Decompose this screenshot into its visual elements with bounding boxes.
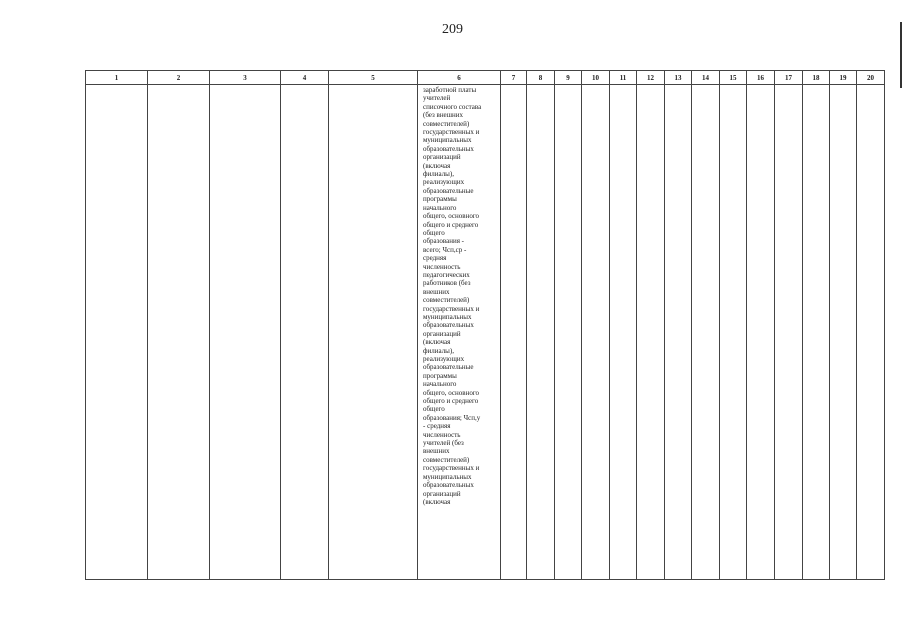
text-line: заработной платы bbox=[423, 86, 477, 94]
column-header-10: 10 bbox=[582, 71, 610, 85]
text-line: организаций bbox=[423, 489, 461, 498]
text-line: (включая bbox=[423, 338, 451, 347]
text-line: начального bbox=[423, 380, 457, 389]
cell-col-3 bbox=[210, 85, 281, 580]
text-line: программы bbox=[423, 195, 457, 204]
cell-col-14 bbox=[692, 85, 720, 580]
text-line: общего bbox=[423, 405, 445, 414]
cell-col-16 bbox=[747, 85, 775, 580]
text-line: средняя bbox=[423, 254, 447, 263]
text-line: реализующих bbox=[423, 178, 465, 187]
cell-col-12 bbox=[637, 85, 665, 580]
column-header-15: 15 bbox=[720, 71, 747, 85]
text-line: образовательных bbox=[423, 481, 474, 490]
text-line: муниципальных bbox=[423, 312, 472, 321]
column-header-7: 7 bbox=[501, 71, 527, 85]
text-line: муниципальных bbox=[423, 136, 472, 145]
text-line: учителей bbox=[423, 94, 451, 103]
column-header-2: 2 bbox=[148, 71, 210, 85]
text-line: всего; Чсп,ср - bbox=[423, 245, 467, 254]
text-line: общего, основного bbox=[423, 212, 480, 221]
column-header-18: 18 bbox=[803, 71, 830, 85]
cell-col-13 bbox=[665, 85, 692, 580]
text-line: - средняя bbox=[423, 422, 451, 431]
text-line: филиалы), bbox=[423, 170, 454, 179]
text-line: образовательные bbox=[423, 186, 474, 195]
column-header-6: 6 bbox=[418, 71, 501, 85]
cell-col-11 bbox=[610, 85, 637, 580]
text-line: совместителей) bbox=[423, 455, 470, 464]
text-line: совместителей) bbox=[423, 119, 470, 128]
page-number: 209 bbox=[442, 22, 463, 37]
text-line: общего и среднего bbox=[423, 220, 479, 229]
column-header-17: 17 bbox=[775, 71, 803, 85]
text-line: программы bbox=[423, 371, 457, 380]
cell-col-9 bbox=[555, 85, 582, 580]
cell-col-5 bbox=[329, 85, 418, 580]
text-line: (без внешних bbox=[423, 111, 464, 120]
column-header-11: 11 bbox=[610, 71, 637, 85]
text-line: численность bbox=[423, 262, 461, 271]
text-line: совместителей) bbox=[423, 296, 470, 305]
cell-col-4 bbox=[281, 85, 329, 580]
data-table bbox=[85, 70, 885, 580]
header-row bbox=[86, 71, 885, 85]
text-line: образовательные bbox=[423, 363, 474, 372]
text-line: педагогических bbox=[423, 270, 470, 279]
text-line: государственных и bbox=[423, 128, 480, 137]
text-line: государственных и bbox=[423, 304, 480, 313]
text-line: списочного состава bbox=[423, 102, 482, 111]
text-line: организаций bbox=[423, 329, 461, 338]
cell-col-15 bbox=[720, 85, 747, 580]
column-header-13: 13 bbox=[665, 71, 692, 85]
page-edge-mark bbox=[900, 22, 902, 88]
text-line: образовательных bbox=[423, 144, 474, 153]
text-line: общего и среднего bbox=[423, 397, 479, 406]
text-line: начального bbox=[423, 203, 457, 212]
text-line: организаций bbox=[423, 153, 461, 162]
text-line: образования - bbox=[423, 237, 465, 246]
column-header-9: 9 bbox=[555, 71, 582, 85]
text-line: образования; Чсп,у bbox=[423, 413, 481, 422]
text-line: муниципальных bbox=[423, 472, 472, 481]
column-header-4: 4 bbox=[281, 71, 329, 85]
column-header-12: 12 bbox=[637, 71, 665, 85]
text-line: общего, основного bbox=[423, 388, 480, 397]
cell-col-20 bbox=[857, 85, 885, 580]
cell-col-7 bbox=[501, 85, 527, 580]
text-line: (включая bbox=[423, 497, 451, 506]
cell-col-19 bbox=[830, 85, 857, 580]
text-line: численность bbox=[423, 430, 461, 439]
text-line: реализующих bbox=[423, 355, 465, 363]
column-header-5: 5 bbox=[329, 71, 418, 85]
cell-col-17 bbox=[775, 85, 803, 580]
column-header-1: 1 bbox=[86, 71, 148, 85]
cell-col-18 bbox=[803, 85, 830, 580]
text-line: общего bbox=[423, 228, 445, 237]
column-header-16: 16 bbox=[747, 71, 775, 85]
column-header-19: 19 bbox=[830, 71, 857, 85]
text-line: государственных и bbox=[423, 464, 480, 473]
text-line: (включая bbox=[423, 161, 451, 170]
column-header-3: 3 bbox=[210, 71, 281, 85]
text-line: филиалы), bbox=[423, 346, 454, 355]
table-row bbox=[86, 85, 885, 580]
text-line: учителей (без bbox=[423, 439, 464, 448]
text-line: образовательных bbox=[423, 321, 474, 330]
cell-col-1 bbox=[86, 85, 148, 580]
column-header-20: 20 bbox=[857, 71, 885, 85]
column-header-14: 14 bbox=[692, 71, 720, 85]
column-header-8: 8 bbox=[527, 71, 555, 85]
cell-col-10 bbox=[582, 85, 610, 580]
cell-col-2 bbox=[148, 85, 210, 580]
text-line: внешних bbox=[423, 447, 450, 456]
text-line: внешних bbox=[423, 287, 450, 296]
cell-col-8 bbox=[527, 85, 555, 580]
cell-col-6-description bbox=[418, 85, 501, 580]
text-line: работников (без bbox=[423, 279, 471, 288]
